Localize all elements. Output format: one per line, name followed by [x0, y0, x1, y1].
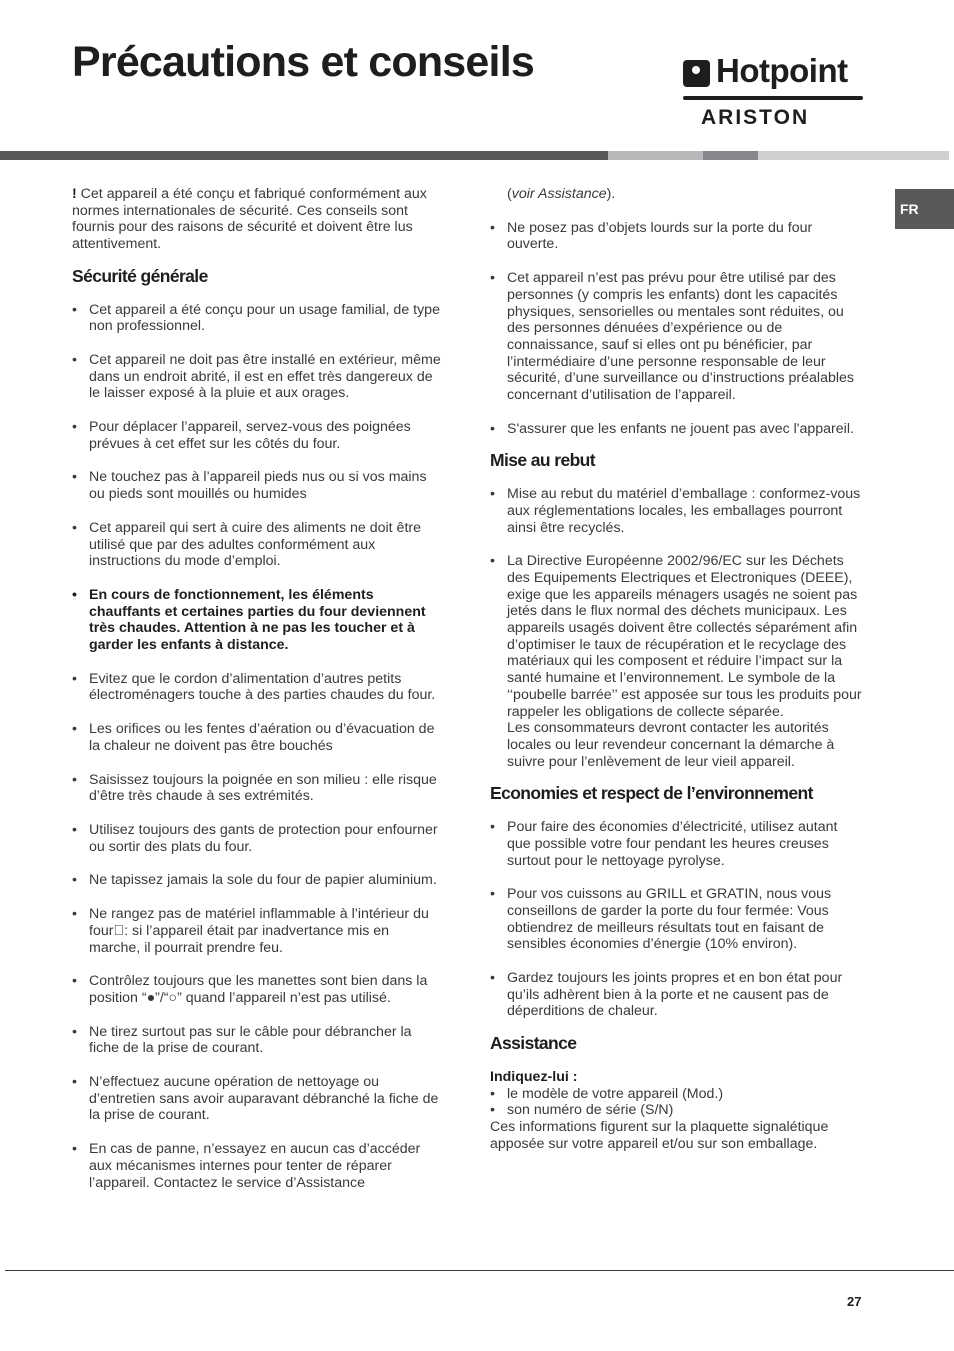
list-item: • Saisissez toujours la poignée en son milieu : elle risque d’être très chaude à ses extrémités. — [72, 772, 444, 805]
assistance-reference: voir Assistance — [511, 186, 607, 202]
list-item: • En cas de panne, n’essayez en aucun cas d’accéder aux mécanismes internes pour tenter de réparer l’appareil. Contactez le service d’Assistance — [72, 1141, 444, 1191]
page-number: 27 — [847, 1294, 862, 1309]
hotpoint-ariston-logo — [683, 52, 863, 131]
assistance-subheading: Indiquez-lui : — [490, 1068, 578, 1085]
assistance-list — [490, 1086, 863, 1119]
language-tab: FR — [895, 189, 954, 229]
header-bar-segment — [608, 151, 703, 160]
list-item: • S'assurer que les enfants ne jouent pas avec l'appareil. — [490, 421, 863, 438]
assistance-text: Ces informations figurent sur la plaquette signalétique apposée sur votre appareil et/ou sur son emballage. — [490, 1118, 829, 1152]
warning-mark: ! — [72, 186, 77, 202]
list-item: • Ne touchez pas à l’appareil pieds nus ou si vos mains ou pieds sont mouillés ou humides — [72, 469, 444, 502]
list-item: • Utilisez toujours des gants de protection pour enfourner ou sortir des plats du four. — [72, 822, 444, 855]
list-item: • Pour faire des économies d’électricité, utilisez autant que possible votre four pendant les heures creuses surtout pour le nettoyage pyrolyse. — [490, 819, 863, 869]
paren-open: ( — [507, 186, 512, 202]
list-item: • Ne posez pas d’objets lourds sur la porte du four ouverte. — [490, 220, 863, 253]
list-item: • Contrôlez toujours que les manettes sont bien dans la position “●”/“○” quand l’appareil n’est pas utilisé. — [72, 973, 444, 1006]
left-column — [72, 186, 444, 1208]
intro-text: Cet appareil a été conçu et fabriqué conformément aux normes internationales de sécurité. Ces conseils sont fournis pour des raisons de sécurité et doivent être lus attentivement. — [72, 186, 427, 253]
economies-list — [490, 819, 863, 1020]
list-item: • Ne rangez pas de matériel inflammable à l’intérieur du four : si l’appareil était par inadvertance mis en marche, il pourrait prendre feu. — [72, 906, 444, 956]
heading-mise-au-rebut: Mise au rebut — [490, 450, 596, 471]
list-item: • Cet appareil ne doit pas être installé en extérieur, même dans un endroit abrité, il est en effet très dangereux de le laisser exposé à la pluie et aux orages. — [72, 352, 444, 402]
list-item: • son numéro de série (S/N) — [490, 1102, 863, 1119]
logo-rule — [683, 96, 863, 100]
right-column — [490, 186, 863, 1152]
list-item: • Les orifices ou les fentes d’aération ou d’évacuation de la chaleur ne doivent pas être bouchés — [72, 721, 444, 754]
intro-paragraph — [72, 186, 444, 253]
list-item: • Pour déplacer l’appareil, servez-vous des poignées prévues à cet effet sur les côtés du four. — [72, 419, 444, 452]
list-item: • Cet appareil a été conçu pour un usage familial, de type non professionnel. — [72, 302, 444, 335]
rebut-list — [490, 486, 863, 770]
safety-list-continued — [490, 220, 863, 438]
list-item: • Evitez que le cordon d’alimentation d’autres petits électroménagers touche à des parties chaudes du four. — [72, 671, 444, 704]
securite-list — [72, 302, 444, 1192]
logo-brand: Hotpoint — [716, 52, 848, 89]
heading-economies: Economies et respect de l’environnement — [490, 783, 813, 804]
list-item-warning: • En cours de fonctionnement, les éléments chauffants et certaines parties du four deviennent très chaudes. Attention à ne pas les toucher et à garder les enfants à distance. — [72, 587, 444, 654]
list-item: • Ne tirez surtout pas sur le câble pour débrancher la fiche de la prise de courant. — [72, 1024, 444, 1057]
list-item: • La Directive Européenne 2002/96/EC sur les Déchets des Equipements Electriques et Electroniques (DEEE), exige que les appareils ménagers usagés ne soient pas jetés dans le flux normal des déchets municipaux. Les appareils usagés doivent être collectés séparément afin d’optimiser le taux de récupération et le recyclage des matériaux qui les composent et réduire l’impact sur la santé humaine et l’environnement. Le symbole de la ‘‘poubelle barrée’’ est apposée sur tous les produits pour rappeler les obligations de collecte séparée. Les consommateurs devront contacter les autorités locales ou leur revendeur concernant la démarche à suivre pour l’enlèvement de leur vieil appareil. — [490, 553, 863, 770]
list-item: • le modèle de votre appareil (Mod.) — [490, 1086, 863, 1103]
logo-sub: ARISTON — [701, 106, 810, 129]
page-title: Précautions et conseils — [72, 38, 534, 86]
header-bar-segment — [703, 151, 758, 160]
continued-text — [490, 186, 863, 203]
logo-mark-icon — [683, 60, 710, 87]
footer-rule — [5, 1270, 954, 1271]
list-item: • Cet appareil n’est pas prévu pour être utilisé par des personnes (y compris les enfants) dont les capacités physiques, sensorielles ou mentales sont réduites, ou des personnes dénuées d’expérience ou de connaissance, sauf si elles ont pu bénéficier, par l’intermédiaire d’une personne responsable de leur sécurité, d’une surveillance ou d’instructions préalables concernant d’utilisation de l’appareil. — [490, 270, 863, 404]
header-bar-segment — [0, 151, 608, 160]
list-item: • Cet appareil qui sert à cuire des aliments ne doit être utilisé que par des adultes conformément aux instructions du mode d’emploi. — [72, 520, 444, 570]
list-item: • N’effectuez aucune opération de nettoyage ou d’entretien sans avoir auparavant débranché la fiche de la prise de courant. — [72, 1074, 444, 1124]
list-item: • Gardez toujours les joints propres et en bon état pour qu’ils adhèrent bien à la porte et ne causent pas de déperditions de chaleur. — [490, 970, 863, 1020]
list-item: • Mise au rebut du matériel d’emballage : conformez-vous aux réglementations locales, les emballages pourront ainsi être recyclés. — [490, 486, 863, 536]
list-item: • Ne tapissez jamais la sole du four de papier aluminium. — [72, 872, 444, 889]
heading-securite: Sécurité générale — [72, 265, 208, 286]
paren-close: ). — [606, 186, 616, 202]
heading-assistance: Assistance — [490, 1033, 577, 1054]
list-item: • Pour vos cuissons au GRILL et GRATIN, nous vous conseillons de garder la porte du four fermée: Vous obtiendrez de meilleurs résultats tout en faisant de sensibles économies d’énergie (10% environ). — [490, 886, 863, 953]
header-bar-segment — [758, 151, 949, 160]
